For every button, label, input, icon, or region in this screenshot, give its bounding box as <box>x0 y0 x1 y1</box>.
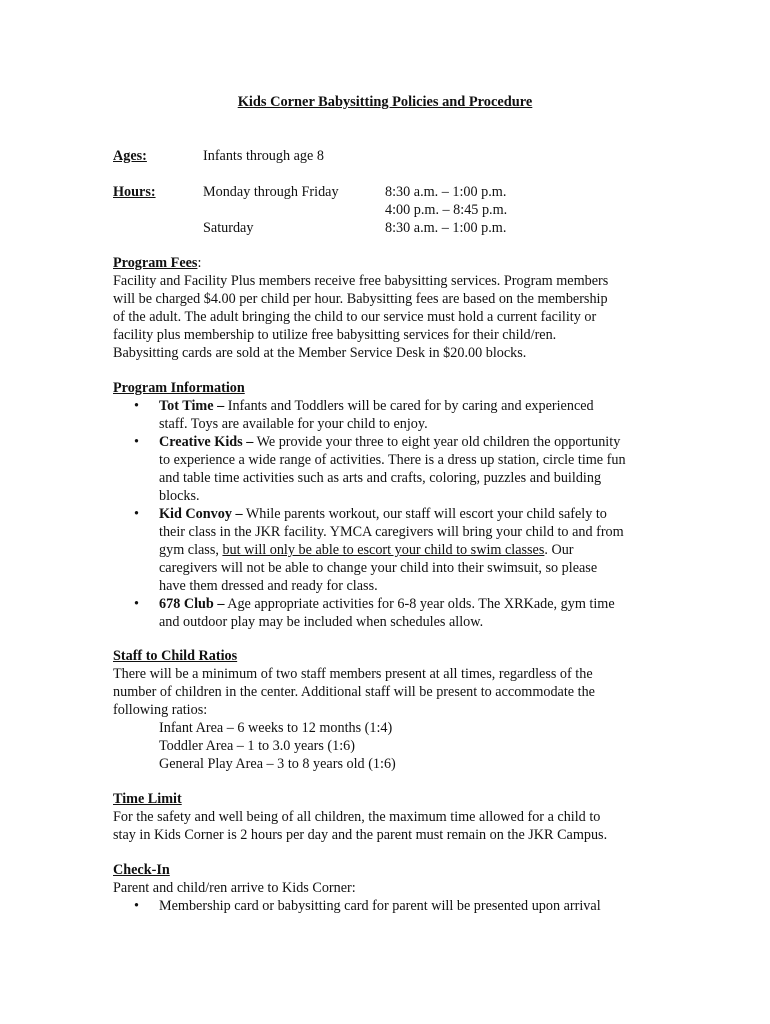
item-name: Tot Time – <box>159 398 225 414</box>
item-text: We provide your three to eight year old children the opportunity <box>253 434 621 450</box>
staff-ratios-line: There will be a minimum of two staff members present at all times, regardless of the <box>113 666 593 682</box>
time-limit-heading: Time Limit <box>113 791 182 807</box>
program-fees-line: Babysitting cards are sold at the Member Service Desk in $20.00 blocks. <box>113 345 527 361</box>
program-fees-line: of the adult. The adult bringing the child to our service must hold a current facility or <box>113 309 597 325</box>
program-fees-section <box>113 254 673 362</box>
item-text: . Our <box>544 542 574 558</box>
item-text: their class in the JKR facility. YMCA caregivers will bring your child to and from <box>159 524 624 540</box>
check-in-heading: Check-In <box>113 862 170 878</box>
item-text: blocks. <box>159 488 200 504</box>
hours-time-weekday-1: 8:30 a.m. – 1:00 p.m. <box>385 184 507 200</box>
item-text: Infants and Toddlers will be cared for by caring and experienced <box>224 398 594 414</box>
list-item-tot-time <box>113 397 673 433</box>
time-limit-line: For the safety and well being of all children, the maximum time allowed for a child to <box>113 809 601 825</box>
item-text: Membership card or babysitting card for parent will be presented upon arrival <box>159 898 601 914</box>
staff-ratios-heading: Staff to Child Ratios <box>113 648 238 664</box>
program-fees-heading: Program Fees <box>113 255 198 271</box>
item-text: and outdoor play may be included when schedules allow. <box>159 614 484 630</box>
staff-ratios-line: number of children in the center. Additional staff will be present to accommodate the <box>113 684 595 700</box>
program-fees-colon: : <box>197 255 202 271</box>
item-text: Age appropriate activities for 6-8 year olds. The XRKade, gym time <box>224 596 615 612</box>
check-in-section <box>113 861 673 915</box>
underlined-note: but will only be able to escort your child to swim classes <box>222 542 545 558</box>
time-limit-line: stay in Kids Corner is 2 hours per day and the parent must remain on the JKR Campus. <box>113 827 608 843</box>
staff-ratios-line: following ratios: <box>113 702 208 718</box>
program-fees-line: Facility and Facility Plus members receive free babysitting services. Program members <box>113 273 609 289</box>
program-info-heading: Program Information <box>113 380 245 396</box>
document-title: Kids Corner Babysitting Policies and Procedure <box>237 94 533 110</box>
bullet-icon: • <box>134 398 139 414</box>
ratio-general-play: General Play Area – 3 to 8 years old (1:6) <box>159 756 396 772</box>
ratio-toddler: Toddler Area – 1 to 3.0 years (1:6) <box>159 738 355 754</box>
item-text: and table time activities such as arts and crafts, coloring, puzzles and building <box>159 470 602 486</box>
hours-time-weekday-2: 4:00 p.m. – 8:45 p.m. <box>385 202 508 218</box>
bullet-icon: • <box>134 434 139 450</box>
item-name: 678 Club – <box>159 596 225 612</box>
list-item-678-club <box>113 595 673 631</box>
item-text: to experience a wide range of activities. There is a dress up station, circle time fun <box>159 452 626 468</box>
program-fees-line: facility plus membership to utilize free babysitting services for their child/ren. <box>113 327 557 343</box>
bullet-icon: • <box>134 596 139 612</box>
ratio-infant: Infant Area – 6 weeks to 12 months (1:4) <box>159 720 393 736</box>
item-text: While parents workout, our staff will escort your child safely to <box>242 506 607 522</box>
bullet-icon: • <box>134 506 139 522</box>
item-text: have them dressed and ready for class. <box>159 578 378 594</box>
program-info-list <box>113 397 673 631</box>
staff-ratios-section <box>113 647 673 773</box>
item-text: staff. Toys are available for your child to enjoy. <box>159 416 428 432</box>
list-item-kid-convoy <box>113 505 673 595</box>
list-item <box>113 897 673 915</box>
list-item-creative-kids <box>113 433 673 505</box>
hours-day-saturday: Saturday <box>203 220 254 236</box>
check-in-list <box>113 897 673 915</box>
ages-label: Ages: <box>113 148 147 164</box>
item-text: caregivers will not be able to change your child into their swimsuit, so please <box>159 560 598 576</box>
program-fees-line: will be charged $4.00 per child per hour. Babysitting fees are based on the membership <box>113 291 608 307</box>
item-name: Creative Kids – <box>159 434 254 450</box>
hours-time-saturday: 8:30 a.m. – 1:00 p.m. <box>385 220 507 236</box>
item-name: Kid Convoy – <box>159 506 243 522</box>
time-limit-section <box>113 790 673 844</box>
bullet-icon: • <box>134 898 139 914</box>
item-text: gym class, <box>159 542 223 558</box>
hours-day-weekday: Monday through Friday <box>203 184 339 200</box>
check-in-intro: Parent and child/ren arrive to Kids Corner: <box>113 880 356 896</box>
program-info-section <box>113 379 673 631</box>
hours-label: Hours: <box>113 184 156 200</box>
ages-value: Infants through age 8 <box>203 148 324 164</box>
